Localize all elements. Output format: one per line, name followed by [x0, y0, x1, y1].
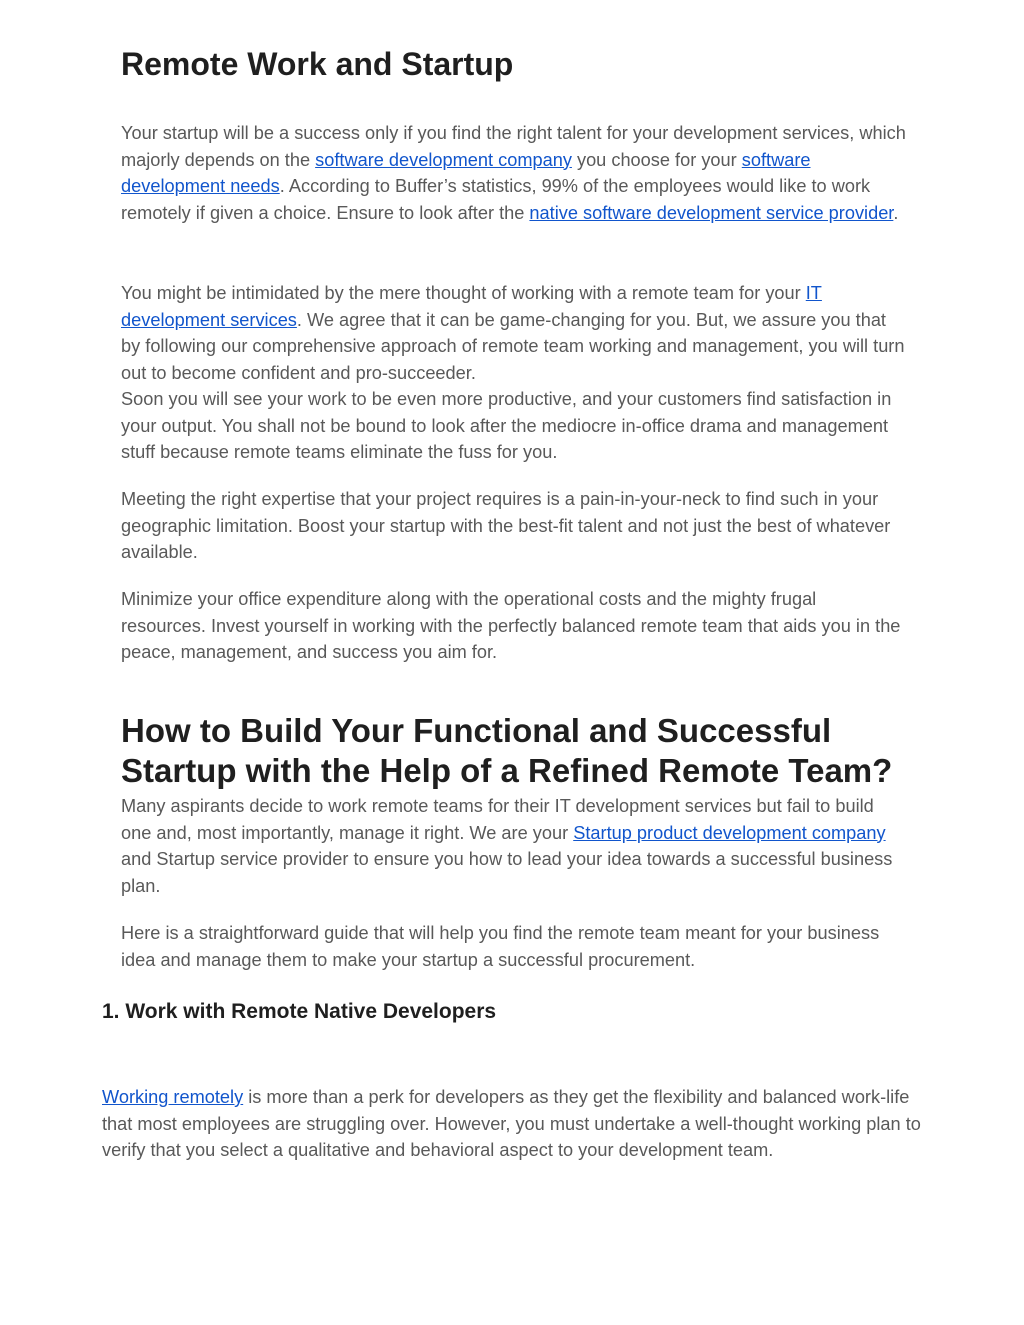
intro-text-4: . [893, 202, 899, 223]
paragraph-intro [121, 120, 906, 226]
subsection-title-remote-native-developers: 1. Work with Remote Native Developers [102, 1000, 497, 1023]
paragraph-intimidated [121, 280, 906, 466]
section-title-how-to-build: How to Build Your Functional and Successful Startup with the Help of a Refined Remote Team? [121, 712, 893, 789]
intimidated-text-2: . We agree that it can be game-changing for you. But, we assure you that by following our comprehensive approach of remote team working and management, you will turn out to become confident and pro-succeeder. [121, 309, 905, 383]
intro-text-1: Your startup will be a success only if you find the right talent for your development services, which majorly depends on the [121, 123, 906, 170]
link-native-service-provider[interactable]: native software development service provider [529, 202, 894, 223]
working-remotely-text: is more than a perk for developers as they get the flexibility and balanced work-life that most employees are struggling over. However, you must undertake a well-thought working plan to verify that you select a qualitative and behavioral aspect to your development team. [102, 1087, 921, 1160]
aspirants-text-1: Many aspirants decide to work remote teams for their IT development services but fail to build one and, most importantly, manage it right. We are your [121, 796, 874, 843]
link-startup-product-development-company[interactable]: Startup product development company [573, 822, 886, 843]
paragraph-expertise: Meeting the right expertise that your project requires is a pain-in-your-neck to find such in your geographic limitation. Boost your startup with the best-fit talent and not just the best of whatever available. [121, 489, 891, 562]
link-working-remotely[interactable]: Working remotely [102, 1087, 244, 1107]
paragraph-working-remotely [102, 1084, 932, 1164]
paragraph-guide: Here is a straightforward guide that will help you find the remote team meant for your business idea and manage them to make your startup a successful procurement. [121, 923, 880, 970]
link-software-development-needs[interactable]: software development needs [121, 149, 811, 196]
link-software-development-company[interactable]: software development company [315, 149, 572, 170]
paragraph-aspirants [121, 793, 906, 899]
intimidated-text-1: You might be intimidated by the mere thought of working with a remote team for your [121, 283, 806, 303]
section-title-remote-work: Remote Work and Startup [121, 46, 514, 82]
intimidated-text-3: Soon you will see your work to be even more productive, and your customers find satisfaction in your output. You shall not be bound to look after the mediocre in-office drama and management stuff because remote teams eliminate the fuss for you. [121, 389, 892, 462]
aspirants-text-2: and Startup service provider to ensure you how to lead your idea towards a successful business plan. [121, 849, 893, 896]
link-it-development-services[interactable]: IT development services [121, 283, 822, 330]
paragraph-expenditure: Minimize your office expenditure along with the operational costs and the mighty frugal resources. Invest yourself in working with the perfectly balanced remote team that aids you in the peace, management, and success you aim for. [121, 589, 901, 662]
intro-text-3: . According to Buffer’s statistics, 99% of the employees would like to work remotely if given a choice. Ensure to look after the [121, 176, 871, 223]
intro-text-2: you choose for your [571, 149, 742, 170]
